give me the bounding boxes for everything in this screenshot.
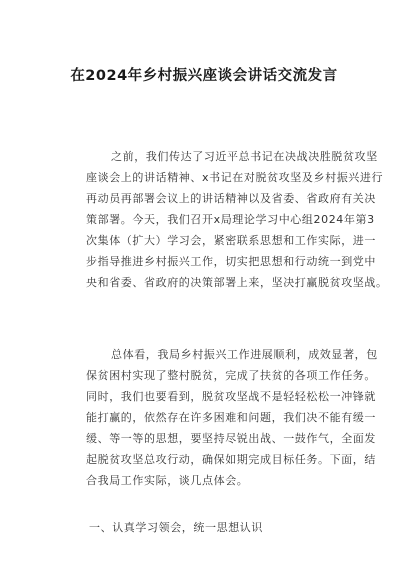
paragraph-line: 起脱贫攻坚总攻行动，确保如期完成目标任务。下面，结 xyxy=(86,453,376,466)
paragraph-line: 同时，我们也要看到，脱贫攻坚战不是轻轻松松一冲锋就 xyxy=(86,390,376,403)
paragraph-line: 总体看，我局乡村振兴工作进展顺利，成效显著，包 xyxy=(111,348,378,361)
paragraph-line: 策部署。今天，我们召开x局理论学习中心组2024年第3 xyxy=(86,213,375,226)
paragraph-line: 座谈会上的讲话精神、x书记在对脱贫攻坚及乡村振兴进行 xyxy=(86,171,384,184)
section-heading-text: 一、认真学习领会，统一思想认识 xyxy=(89,521,263,534)
paragraph-line: 合我局工作实际，谈几点体会。 xyxy=(86,474,249,487)
paragraph-line: 保贫困村实现了整村脱贫，完成了扶贫的各项工作任务。 xyxy=(86,369,376,382)
paragraph-line: 次集体（扩大）学习会，紧密联系思想和工作实际，进一 xyxy=(86,234,376,247)
document-title: 在2024年乡村振兴座谈会讲话交流发言 xyxy=(70,68,338,84)
paragraph-line: 缓、等一等的思想，要坚持尽锐出战、一鼓作气，全面发 xyxy=(86,432,376,445)
paragraph-line: 央和省委、省政府的决策部署上来，坚决打赢脱贫攻坚战。 xyxy=(86,276,388,289)
paragraph-line: 能打赢的，依然存在许多困难和问题，我们决不能有缓一 xyxy=(86,411,376,424)
paragraph-line: 再动员再部署会议上的讲话精神以及省委、省政府有关决 xyxy=(86,192,376,205)
paragraph-line: 步指导推进乡村振兴工作，切实把思想和行动统一到党中 xyxy=(86,255,376,268)
paragraph-line: 之前，我们传达了习近平总书记在决战决胜脱贫攻坚 xyxy=(111,150,378,163)
